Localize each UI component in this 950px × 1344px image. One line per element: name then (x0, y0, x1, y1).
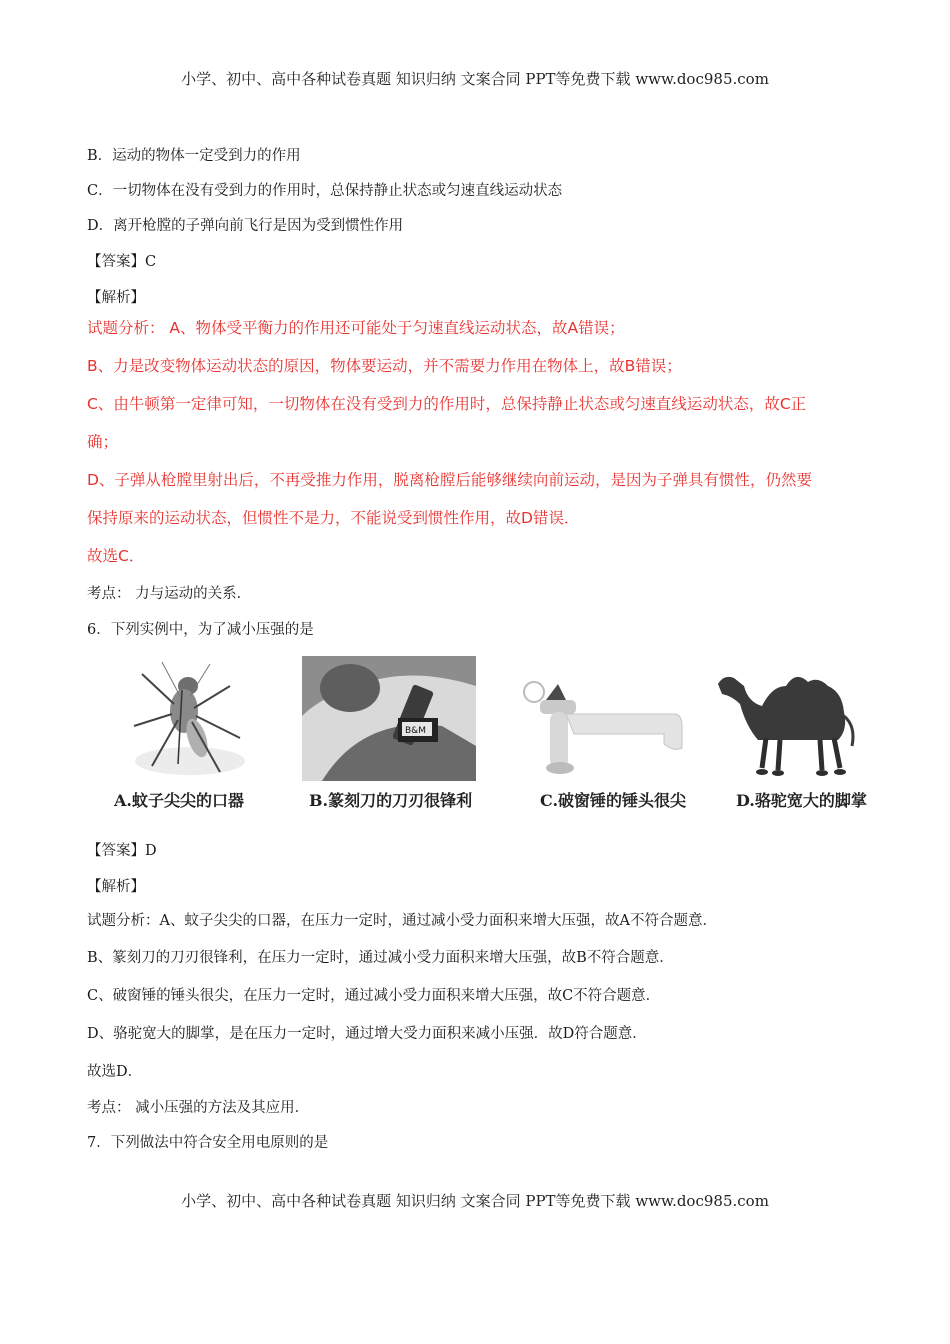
caption-c: C.破窗锤的锤头很尖 (540, 791, 687, 810)
q5-kaodian: 考点： 力与运动的关系． (87, 586, 252, 602)
safety-hammer-image (514, 656, 684, 781)
q5-option-c: C．一切物体在没有受到力的作用时，总保持静止状态或匀速直线运动状态 (87, 183, 563, 199)
q6-answer: 【答案】D (87, 843, 157, 859)
q7-stem: 7．下列做法中符合安全用电原则的是 (87, 1135, 329, 1151)
page-header: 小学、初中、高中各种试卷真题 知识归纳 文案合同 PPT等免费下载 www.doc985.com (181, 70, 769, 88)
q6-kaodian: 考点： 减小压强的方法及其应用． (87, 1100, 310, 1116)
q5-analysis-label: 【解析】 (87, 290, 145, 306)
caption-b: B.篆刻刀的刀刃很锋利 (309, 791, 473, 810)
q6-analysis-label: 【解析】 (87, 879, 145, 895)
q5-option-d: D．离开枪膛的子弹向前飞行是因为受到惯性作用 (87, 218, 404, 234)
q5-analysis-line: B、力是改变物体运动状态的原因，物体要运动，并不需要力作用在物体上，故B错误； (87, 357, 682, 375)
q6-analysis-line: 故选D． (87, 1064, 143, 1080)
q6-stem: 6．下列实例中，为了减小压强的是 (87, 622, 314, 638)
mosquito-image (122, 656, 252, 781)
q6-analysis-line: D、骆驼宽大的脚掌，是在压力一定时，通过增大受力面积来减小压强．故D符合题意． (87, 1026, 647, 1042)
caption-d: D.骆驼宽大的脚掌 (736, 791, 867, 810)
q5-analysis-line: 故选C． (87, 547, 145, 565)
q5-answer: 【答案】C (87, 254, 157, 270)
q6-analysis-line: C、破窗锤的锤头很尖，在压力一定时，通过减小受力面积来增大压强，故C不符合题意． (87, 988, 661, 1004)
page-footer: 小学、初中、高中各种试卷真题 知识归纳 文案合同 PPT等免费下载 www.doc985.com (181, 1192, 769, 1210)
q6-analysis-line: B、篆刻刀的刀刃很锋利，在压力一定时，通过减小受力面积来增大压强，故B不符合题意． (87, 950, 674, 966)
carving-knife-image (302, 656, 476, 781)
q6-figure (112, 656, 892, 816)
q5-analysis-line: 试题分析： A、物体受平衡力的作用还可能处于匀速直线运动状态，故A错误； (87, 319, 625, 337)
svg-text:B&M: B&M (405, 726, 426, 736)
q5-option-b: B．运动的物体一定受到力的作用 (87, 148, 301, 164)
caption-a: A.蚊子尖尖的口器 (114, 791, 244, 810)
q5-analysis-line: 保持原来的运动状态，但惯性不是力，不能说受到惯性作用，故D错误． (87, 509, 580, 527)
q5-analysis-line: C、由牛顿第一定律可知，一切物体在没有受到力的作用时，总保持静止状态或匀速直线运动状态，故C正 (87, 395, 807, 413)
q6-analysis-line: 试题分析：A、蚊子尖尖的口器，在压力一定时，通过减小受力面积来增大压强，故A不符合题意． (87, 913, 717, 929)
camel-image (710, 656, 890, 781)
q5-analysis-line: D、子弹从枪膛里射出后，不再受推力作用，脱离枪膛后能够继续向前运动，是因为子弹具有惯性，仍然要 (87, 471, 812, 489)
q5-analysis-line: 确； (87, 433, 119, 451)
